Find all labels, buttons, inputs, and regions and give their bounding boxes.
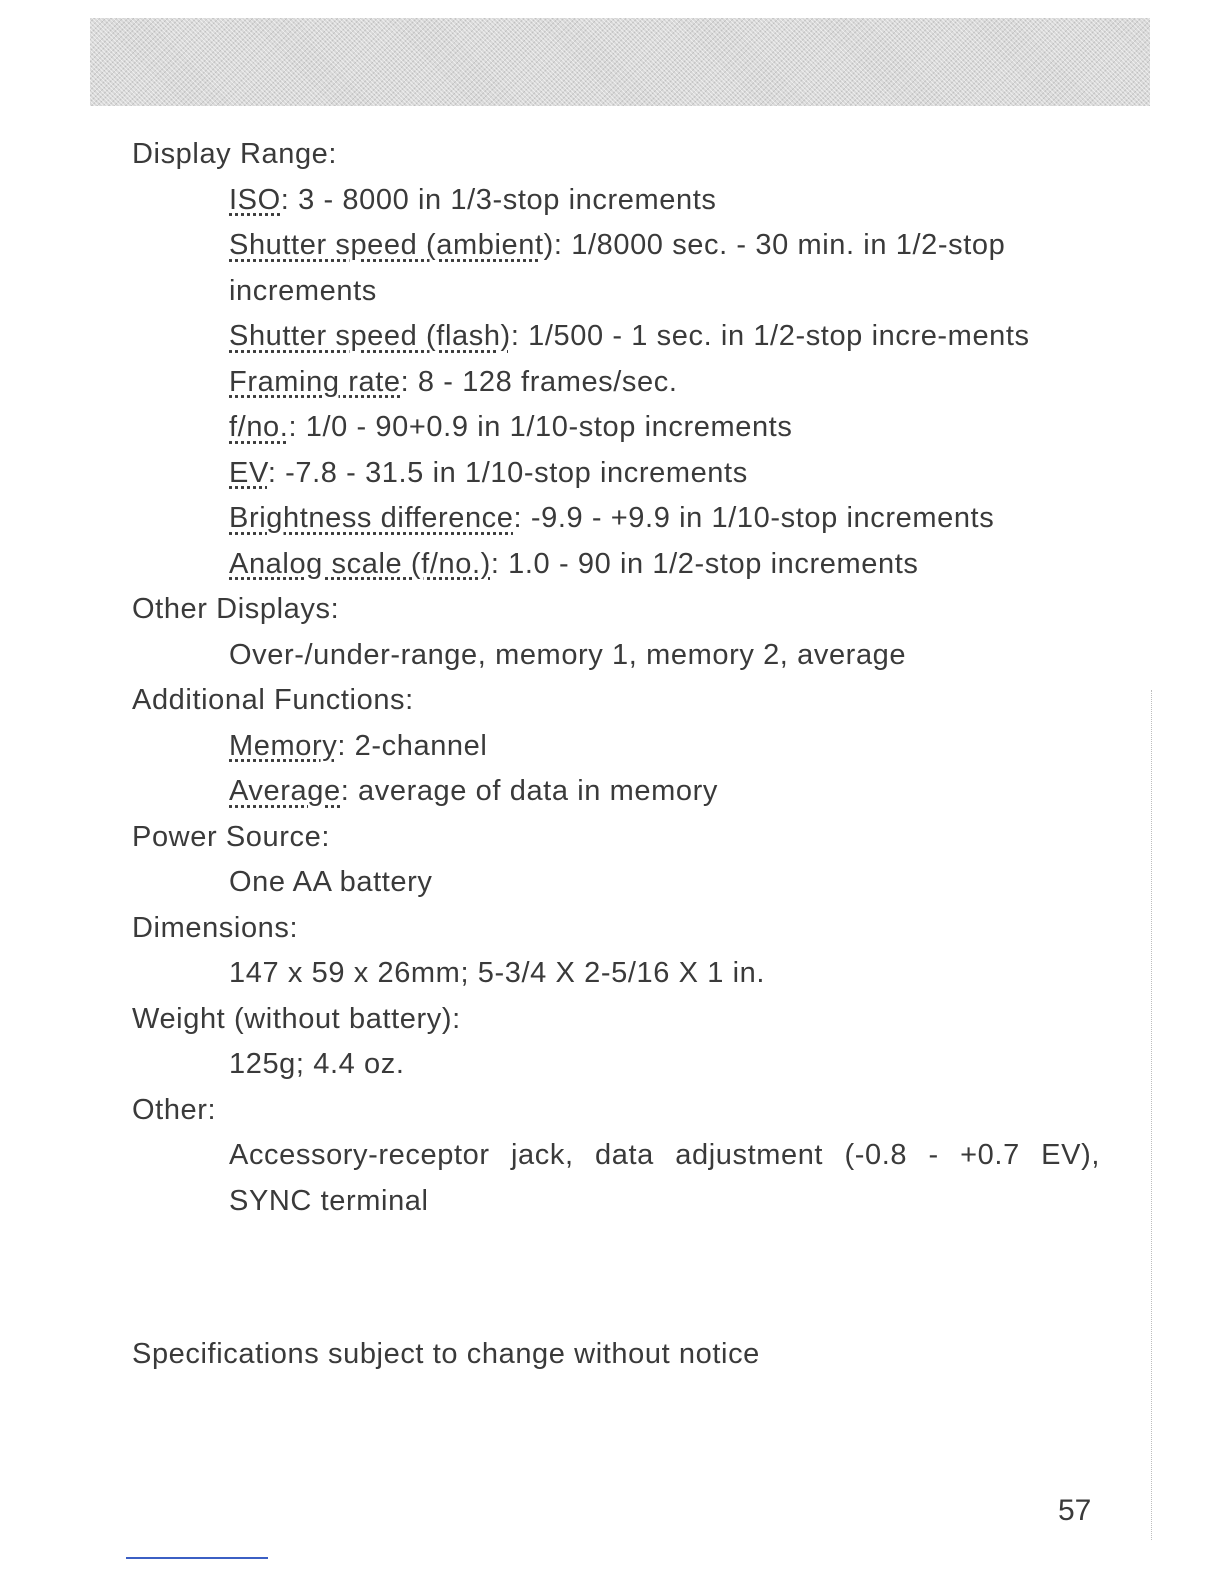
spec-shutter-flash — [229, 314, 1100, 360]
spec-value-shutter-ambient: : 1/8000 sec. - 30 min. in 1/2-stop increments — [229, 229, 1006, 307]
spec-label-shutter-flash: Shutter speed (flash) — [229, 320, 511, 352]
spec-framing-rate — [229, 360, 1100, 406]
spec-dimensions: 147 x 59 x 26mm; 5-3/4 X 2-5/16 X 1 in. — [229, 957, 766, 989]
spec-brightness-difference — [229, 496, 1100, 542]
power-source-section — [132, 815, 1100, 906]
spec-weight: 125g; 4.4 oz. — [229, 1048, 405, 1080]
spec-value-shutter-flash: : 1/500 - 1 sec. in 1/2-stop incre-ments — [510, 320, 1030, 352]
section-title-other: Other: — [132, 1093, 217, 1126]
spec-label-brightness-difference: Brightness difference — [229, 502, 514, 534]
spec-power-source: One AA battery — [229, 866, 433, 898]
other-displays-section — [132, 587, 1100, 678]
display-range-section — [132, 132, 1100, 587]
weight-section — [132, 997, 1100, 1088]
spec-memory — [229, 724, 1100, 770]
spec-label-ev: EV — [229, 456, 268, 489]
section-title-weight: Weight (without battery): — [132, 1002, 461, 1035]
other-section — [132, 1088, 1100, 1225]
spec-value-analog-scale: : 1.0 - 90 in 1/2-stop increments — [490, 547, 919, 580]
spec-label-iso: ISO — [229, 183, 281, 216]
spec-shutter-ambient — [229, 223, 1100, 314]
spec-label-average: Average — [229, 775, 341, 807]
spec-value-memory: : 2-channel — [337, 729, 488, 762]
section-title-dimensions: Dimensions: — [132, 911, 299, 944]
section-title-power-source: Power Source: — [132, 820, 330, 853]
right-margin-rule — [1151, 690, 1153, 1540]
page-number: 57 — [1058, 1494, 1092, 1527]
spec-label-memory: Memory — [229, 729, 338, 762]
spec-value-ev: : -7.8 - 31.5 in 1/10-stop increments — [267, 456, 748, 489]
specifications-list — [132, 132, 1100, 1224]
spec-ev — [229, 451, 1100, 497]
spec-value-iso: : 3 - 8000 in 1/3-stop increments — [280, 183, 717, 216]
spec-label-fno: f/no. — [229, 411, 289, 443]
section-title-other-displays: Other Displays: — [132, 593, 340, 625]
spec-value-fno: : 1/0 - 90+0.9 in 1/10-stop increments — [288, 411, 793, 443]
spec-average — [229, 769, 1100, 815]
spec-analog-scale — [229, 542, 1100, 588]
spec-value-brightness-difference: : -9.9 - +9.9 in 1/10-stop increments — [513, 502, 995, 534]
additional-functions-section — [132, 678, 1100, 815]
spec-fno — [229, 405, 1100, 451]
spec-label-analog-scale: Analog scale (f/no.) — [229, 547, 491, 580]
bottom-rule — [126, 1557, 268, 1559]
dimensions-section — [132, 906, 1100, 997]
specifications-notice: Specifications subject to change without notice — [132, 1338, 760, 1370]
section-title-additional-functions: Additional Functions: — [132, 684, 414, 716]
spec-value-average: : average of data in memory — [340, 775, 718, 807]
spec-label-shutter-ambient: Shutter speed (ambient) — [229, 229, 554, 261]
section-title-display-range: Display Range: — [132, 138, 338, 170]
spec-other: Accessory-receptor jack, data adjustment (-0.8 - +0.7 EV), SYNC terminal — [229, 1139, 1100, 1217]
spec-other-displays: Over-/under-range, memory 1, memory 2, average — [229, 638, 907, 671]
spec-value-framing-rate: : 8 - 128 frames/sec. — [400, 365, 678, 398]
spec-iso — [229, 178, 1100, 224]
spec-label-framing-rate: Framing rate — [229, 365, 401, 398]
header-band — [90, 18, 1150, 106]
